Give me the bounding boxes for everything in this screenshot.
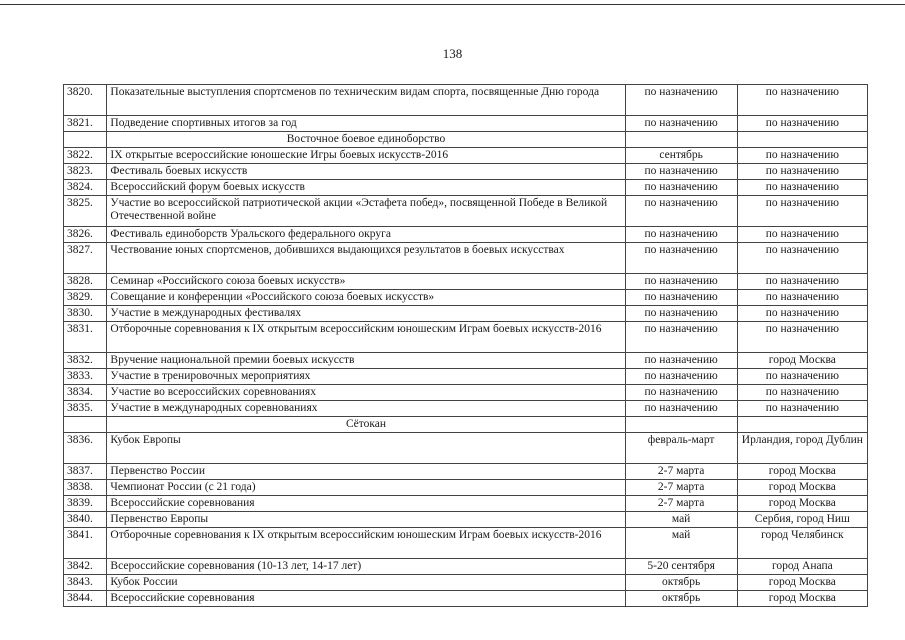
event-date: май [625,512,737,528]
event-number: 3837. [64,464,107,480]
event-place: по назначению [737,369,867,385]
event-date: октябрь [625,591,737,607]
event-number: 3827. [64,243,107,274]
event-place: по назначению [737,243,867,274]
event-number: 3826. [64,227,107,243]
event-place: по назначению [737,385,867,401]
event-row [64,85,868,116]
event-row [64,369,868,385]
event-date: по назначению [625,274,737,290]
event-row [64,116,868,132]
event-name: Чествование юных спортсменов, добившихся выдающихся результатов в боевых искусствах [107,243,625,274]
event-number: 3843. [64,575,107,591]
event-number: 3825. [64,196,107,227]
event-name: Всероссийские соревнования (10-13 лет, 14-17 лет) [107,559,625,575]
event-number: 3832. [64,353,107,369]
events-table [63,84,868,607]
event-name: IX открытые всероссийские юношеские Игры боевых искусств-2016 [107,148,625,164]
event-place: город Москва [737,480,867,496]
event-row [64,243,868,274]
events-table-body [64,85,868,607]
event-name: Кубок Европы [107,433,625,464]
event-place: по назначению [737,85,867,116]
event-place: город Москва [737,575,867,591]
event-date: по назначению [625,322,737,353]
event-number: 3838. [64,480,107,496]
event-date: по назначению [625,196,737,227]
page-number: 138 [442,46,463,61]
section-header-row [64,417,868,433]
event-number: 3842. [64,559,107,575]
event-name: Фестиваль единоборств Уральского федерального округа [107,227,625,243]
event-date: по назначению [625,227,737,243]
event-row [64,433,868,464]
event-place: по назначению [737,322,867,353]
event-row [64,464,868,480]
event-row [64,290,868,306]
event-date: по назначению [625,290,737,306]
event-date: 2-7 марта [625,496,737,512]
event-place: Ирландия, город Дублин [737,433,867,464]
event-row [64,512,868,528]
event-row [64,322,868,353]
event-date: по назначению [625,401,737,417]
section-place-cell [737,132,867,148]
event-number: 3831. [64,322,107,353]
event-date: 2-7 марта [625,464,737,480]
event-date: по назначению [625,164,737,180]
event-name: Чемпионат России (с 21 года) [107,480,625,496]
event-row [64,559,868,575]
event-date: 5-20 сентября [625,559,737,575]
event-row [64,575,868,591]
event-number: 3836. [64,433,107,464]
event-date: по назначению [625,116,737,132]
event-number: 3830. [64,306,107,322]
event-name: Участие во всероссийских соревнованиях [107,385,625,401]
event-date: февраль-март [625,433,737,464]
event-place: город Анапа [737,559,867,575]
event-row [64,385,868,401]
section-date-cell [625,132,737,148]
section-num-cell [64,417,107,433]
event-name: Отборочные соревнования к IX открытым всероссийским юношеским Играм боевых искусств-2016 [107,322,625,353]
event-row [64,480,868,496]
event-number: 3844. [64,591,107,607]
event-number: 3820. [64,85,107,116]
event-place: по назначению [737,164,867,180]
event-place: город Москва [737,496,867,512]
event-number: 3835. [64,401,107,417]
event-row [64,591,868,607]
event-number: 3823. [64,164,107,180]
event-number: 3824. [64,180,107,196]
event-place: по назначению [737,274,867,290]
event-number: 3841. [64,528,107,559]
event-name: Показательные выступления спортсменов по техническим видам спорта, посвященные Дню города [107,85,625,116]
event-name: Вручение национальной премии боевых искусств [107,353,625,369]
event-row [64,148,868,164]
event-place: город Челябинск [737,528,867,559]
event-place: по назначению [737,116,867,132]
event-place: город Москва [737,591,867,607]
event-place: город Москва [737,353,867,369]
event-name: Первенство Европы [107,512,625,528]
event-name: Подведение спортивных итогов за год [107,116,625,132]
section-header-row [64,132,868,148]
event-name: Отборочные соревнования к IX открытым всероссийским юношеским Играм боевых искусств-2016 [107,528,625,559]
section-title: Сётокан [107,417,625,433]
event-name: Фестиваль боевых искусств [107,164,625,180]
section-title: Восточное боевое единоборство [107,132,625,148]
event-place: по назначению [737,306,867,322]
event-number: 3828. [64,274,107,290]
event-date: май [625,528,737,559]
event-place: город Москва [737,464,867,480]
event-name: Участие во всероссийской патриотической акции «Эстафета побед», посвященной Победе в Великой Отечественной войне [107,196,625,227]
event-name: Участие в международных соревнованиях [107,401,625,417]
event-place: по назначению [737,148,867,164]
event-date: 2-7 марта [625,480,737,496]
event-place: Сербия, город Ниш [737,512,867,528]
event-row [64,227,868,243]
event-name: Совещание и конференции «Российского союза боевых искусств» [107,290,625,306]
section-date-cell [625,417,737,433]
event-date: по назначению [625,85,737,116]
event-row [64,353,868,369]
event-date: по назначению [625,243,737,274]
event-place: по назначению [737,227,867,243]
top-rule [0,4,905,5]
event-name: Всероссийский форум боевых искусств [107,180,625,196]
event-place: по назначению [737,401,867,417]
event-number: 3833. [64,369,107,385]
event-name: Первенство России [107,464,625,480]
event-row [64,164,868,180]
event-name: Участие в тренировочных мероприятиях [107,369,625,385]
event-name: Участие в международных фестивалях [107,306,625,322]
event-place: по назначению [737,180,867,196]
event-name: Семинар «Российского союза боевых искусств» [107,274,625,290]
event-row [64,196,868,227]
event-date: по назначению [625,385,737,401]
event-number: 3840. [64,512,107,528]
event-date: по назначению [625,180,737,196]
event-date: сентябрь [625,148,737,164]
event-date: октябрь [625,575,737,591]
event-name: Всероссийские соревнования [107,591,625,607]
event-name: Всероссийские соревнования [107,496,625,512]
event-place: по назначению [737,290,867,306]
event-row [64,274,868,290]
event-row [64,528,868,559]
event-row [64,401,868,417]
section-num-cell [64,132,107,148]
event-row [64,180,868,196]
section-place-cell [737,417,867,433]
event-number: 3822. [64,148,107,164]
event-number: 3834. [64,385,107,401]
event-number: 3821. [64,116,107,132]
event-name: Кубок России [107,575,625,591]
event-row [64,306,868,322]
event-date: по назначению [625,369,737,385]
event-number: 3829. [64,290,107,306]
event-number: 3839. [64,496,107,512]
event-place: по назначению [737,196,867,227]
event-date: по назначению [625,353,737,369]
event-date: по назначению [625,306,737,322]
event-row [64,496,868,512]
